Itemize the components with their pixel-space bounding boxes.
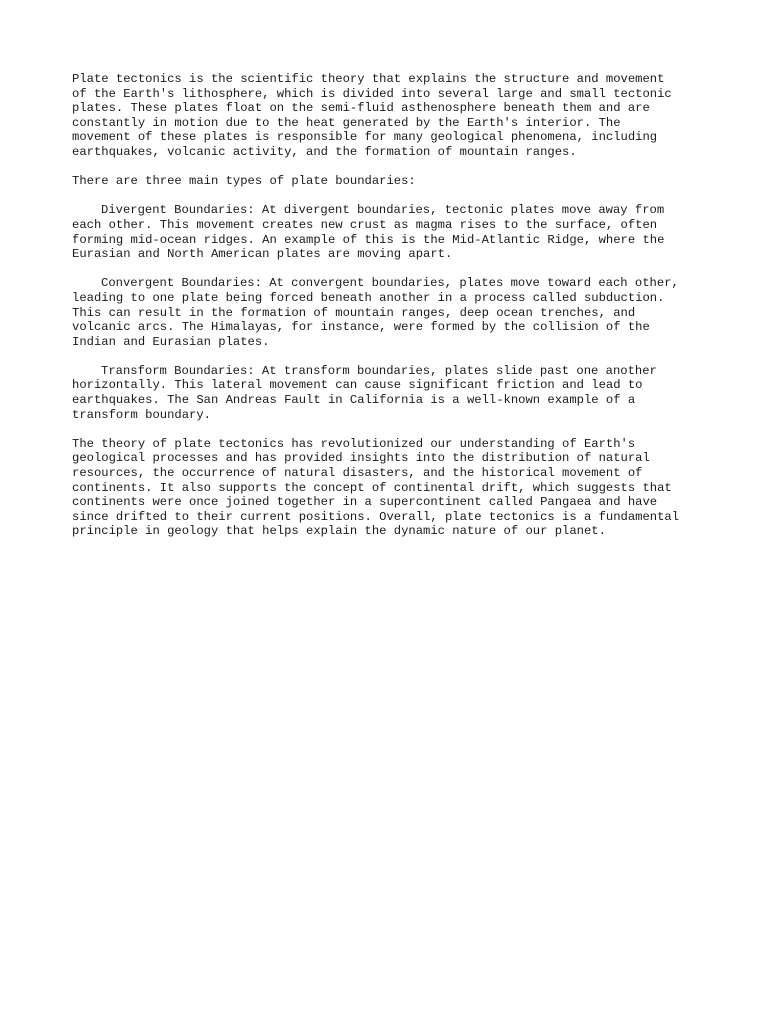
- transform-paragraph: Transform Boundaries: At transform boundaries, plates slide past one another horizontally. This lateral movement can cause significant friction and lead to earthquakes. The San Andreas Fault in California is a well-known example of a transform boundary.: [72, 363, 657, 422]
- intro-paragraph: Plate tectonics is the scientific theory that explains the structure and movement of the Earth's lithosphere, which is divided into several large and small tectonic plates. These plates float on the semi-fluid asthenosphere beneath them and are constantly in motion due to the heat generated by the Earth's interior. The movement of these plates is responsible for many geological phenomena, including earthquakes, volcanic activity, and the formation of mountain ranges.: [72, 72, 672, 159]
- boundaries-heading: There are three main types of plate boundaries:: [72, 174, 416, 189]
- convergent-paragraph: Convergent Boundaries: At convergent boundaries, plates move toward each other, leading to one plate being forced beneath another in a process called subduction. This can result in the formation of mountain ranges, deep ocean trenches, and volcanic arcs. The Himalayas, for instance, were formed by the collision of the Indian and Eurasian plates.: [72, 276, 679, 349]
- divergent-paragraph: Divergent Boundaries: At divergent boundaries, tectonic plates move away from each other. This movement creates new crust as magma rises to the surface, often forming mid-ocean ridges. An example of this is the Mid-Atlantic Ridge, where the Eurasian and North American plates are moving apart.: [72, 203, 665, 262]
- conclusion-paragraph: The theory of plate tectonics has revolutionized our understanding of Earth's geological processes and has provided insights into the distribution of natural resources, the occurrence of natural disasters, and the historical movement of continents. It also supports the concept of continental drift, which suggests that continents were once joined together in a supercontinent called Pangaea and have since drifted to their current positions. Overall, plate tectonics is a fundamental principle in geology that helps explain the dynamic nature of our planet.: [72, 436, 680, 539]
- document-body: [72, 72, 712, 554]
